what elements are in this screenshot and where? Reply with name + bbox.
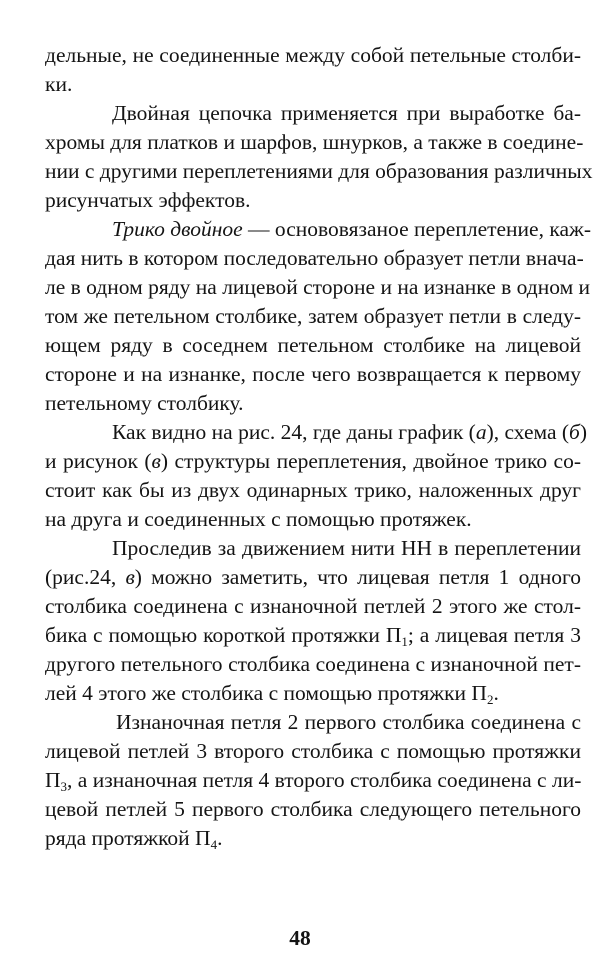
- text-line: цевой петлей 5 первого столбика следующего петельного: [45, 797, 581, 821]
- text-span: — основовязаное переплетение, каж-: [242, 217, 592, 241]
- text-line: петельному столбику.: [45, 391, 244, 415]
- text-line: другого петельного столбика соединена с изнаночной пет-: [45, 652, 581, 676]
- text-line: на друга и соединенных с помощью протяжек.: [45, 507, 472, 531]
- figure-label-italic: в: [151, 449, 161, 473]
- text-line: том же петельном столбике, затем образует петли в следу-: [45, 304, 581, 328]
- text-span: ), схема (: [486, 420, 570, 444]
- text-span: .: [217, 826, 223, 850]
- text-span: (рис.24,: [45, 565, 126, 589]
- text-line: столбика соединена с изнаночной петлей 2 этого же стол-: [45, 594, 581, 618]
- text-line: [45, 766, 581, 795]
- text-line: дая нить в котором последовательно образует петли внача-: [45, 246, 584, 270]
- text-line: [45, 824, 581, 853]
- text-line: Двойная цепочка применяется при выработке ба-: [112, 101, 581, 125]
- text-line: [112, 418, 588, 447]
- text-span: ) структуры переплетения, двойное трико со-: [160, 449, 581, 473]
- subscript: 1: [401, 634, 408, 649]
- text-line: ле в одном ряду на лицевой стороне и на изнанке в одном и: [45, 275, 591, 299]
- text-span: П: [45, 768, 61, 792]
- subscript: 4: [210, 837, 218, 852]
- subscript: 2: [486, 692, 494, 707]
- text-line: Проследив за движением нити НН в переплетении: [112, 536, 581, 560]
- text-span: ): [579, 420, 588, 444]
- text-line: ющем ряду в соседнем петельном столбике на лицевой: [45, 333, 581, 357]
- text-span: ) можно заметить, что лицевая петля 1 одного: [134, 565, 581, 589]
- text-span: и рисунок (: [45, 449, 152, 473]
- text-span: ; а лицевая петля 3: [407, 623, 581, 647]
- text-line: стоит как бы из двух одинарных трико, наложенных друг: [45, 478, 581, 502]
- text-line: стороне и на изнанке, после чего возвращается к первому: [45, 362, 581, 386]
- text-span: лей 4 этого же столбика с помощью протяжки П: [45, 681, 487, 705]
- subscript: 3: [60, 779, 68, 794]
- text-line: [45, 679, 581, 708]
- text-line: [45, 563, 581, 592]
- page-number: 48: [289, 926, 311, 950]
- text-span: .: [493, 681, 499, 705]
- text-line: дельные, не соединенные между собой петельные столби-: [45, 43, 581, 67]
- figure-label-italic: в: [125, 565, 135, 589]
- text-line: хромы для платков и шарфов, шнурков, а также в соедине-: [45, 130, 584, 154]
- text-line: Изнаночная петля 2 первого столбика соединена с: [116, 710, 581, 734]
- text-line: лицевой петлей 3 второго столбика с помощью протяжки: [45, 739, 581, 763]
- text-line: ки.: [45, 72, 73, 96]
- text-span: , а изнаночная петля 4 второго столбика соединена с ли-: [67, 768, 582, 792]
- term-italic: Трико двойное: [112, 217, 243, 241]
- text-line: рисунчатых эффектов.: [45, 188, 251, 212]
- text-line: [45, 447, 581, 476]
- text-line: [112, 215, 592, 244]
- text-line: [45, 621, 581, 650]
- text-span: ряда протяжкой П: [45, 826, 211, 850]
- text-span: Как видно на рис. 24, где даны график (: [112, 420, 476, 444]
- figure-label-italic: б: [569, 420, 580, 444]
- figure-label-italic: а: [475, 420, 487, 444]
- text-line: нии с другими переплетениями для образования различных: [45, 159, 593, 183]
- text-span: бика с помощью короткой протяжки П: [45, 623, 402, 647]
